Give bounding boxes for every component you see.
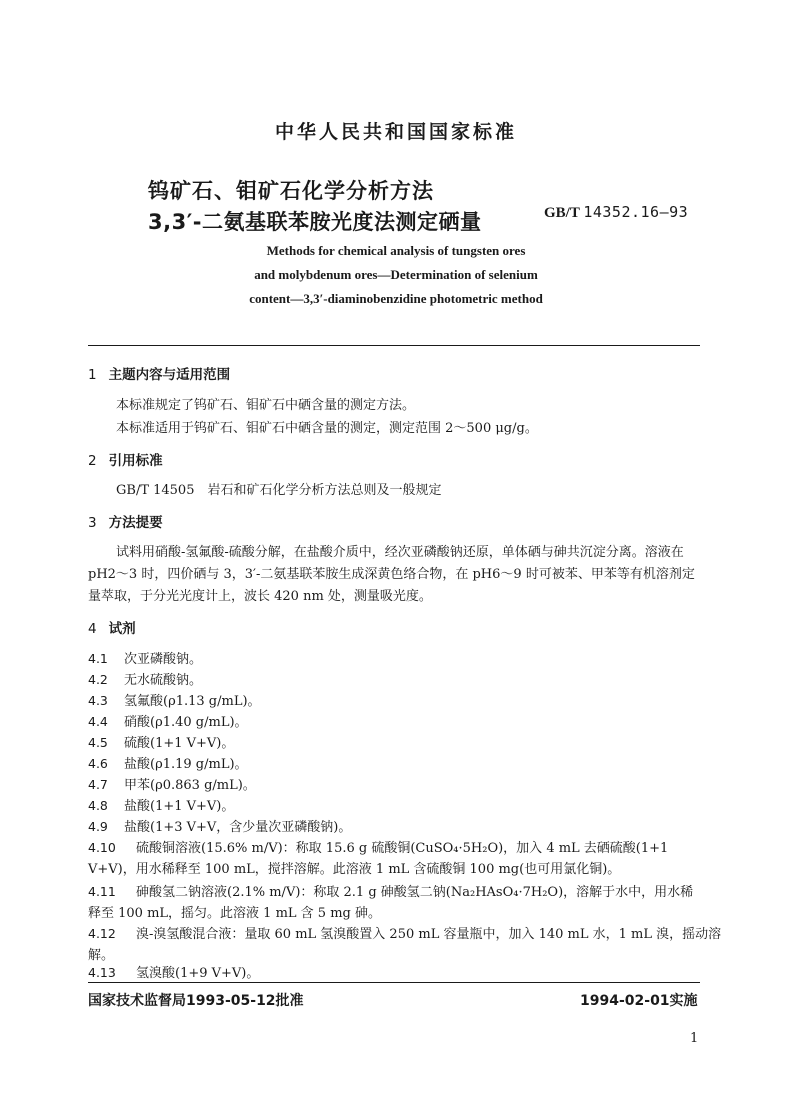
reagent-item-continuation: 释至 100 mL，摇匀。此溶液 1 mL 含 5 mg 砷。 <box>88 906 381 921</box>
implementation-date: 1994-02-01实施 <box>580 993 698 1009</box>
item-number: 4.10 <box>88 840 116 855</box>
item-number: 4.1 <box>88 651 108 666</box>
item-text: 溴-溴氢酸混合液：量取 60 mL 氢溴酸置入 250 mL 容量瓶中，加入 140 mL 水，1 mL 溴，摇动溶 <box>136 927 722 942</box>
reagent-item-continuation: 解。 <box>88 948 115 963</box>
english-title-line3: content—3,3′-diaminobenzidine photometric method <box>249 291 543 306</box>
standard-number <box>544 203 688 222</box>
item-text: 硝酸(ρ1.40 g/mL)。 <box>124 715 248 730</box>
item-number: 4.5 <box>88 735 108 750</box>
reagent-item <box>88 711 248 730</box>
footer-divider <box>88 982 700 983</box>
issuing-organization: 中华人民共和国国家标准 <box>274 121 517 143</box>
reagent-item <box>88 774 256 793</box>
reagent-item <box>88 962 259 981</box>
standard-code: 14352.16—93 <box>583 203 689 221</box>
item-text: 甲苯(ρ0.863 g/mL)。 <box>124 778 256 793</box>
section-number: 4 <box>88 621 97 637</box>
section-number: 2 <box>88 453 97 469</box>
reagent-item <box>88 669 202 688</box>
reagent-item-continuation: V+V)，用水稀释至 100 mL，搅拌溶解。此溶液 1 mL 含硫酸铜 100 mg(也可用氯化铜)。 <box>88 862 621 877</box>
reagent-item <box>88 753 248 772</box>
header-divider <box>88 345 700 346</box>
section-title: 主题内容与适用范围 <box>108 367 231 383</box>
item-text: 次亚磷酸钠。 <box>124 652 203 667</box>
english-title-line1: Methods for chemical analysis of tungsten ores <box>266 243 526 258</box>
reagent-item <box>88 881 693 900</box>
section-3-line-3: 量萃取，于分光光度计上，波长 420 nm 处，测量吸光度。 <box>88 589 432 604</box>
section-1-heading <box>88 363 230 383</box>
section-number: 3 <box>88 515 97 531</box>
section-2-heading <box>88 449 163 469</box>
document-title-line1: 钨矿石、钼矿石化学分析方法 <box>148 179 434 203</box>
section-1-para-1: 本标准规定了钨矿石、钼矿石中硒含量的测定方法。 <box>116 398 416 413</box>
item-number: 4.11 <box>88 884 116 899</box>
item-number: 4.6 <box>88 756 108 771</box>
item-text: 氢溴酸(1+9 V+V)。 <box>136 966 260 981</box>
reagent-item <box>88 923 721 942</box>
item-number: 4.8 <box>88 798 108 813</box>
item-number: 4.3 <box>88 693 108 708</box>
section-3-line-1: 试料用硝酸-氢氟酸-硫酸分解，在盐酸介质中，经次亚磷酸钠还原，单体硒与砷共沉淀分离。溶液在 <box>116 545 684 560</box>
item-text: 氢氟酸(ρ1.13 g/mL)。 <box>124 694 261 709</box>
referenced-standard: GB/T 14505 岩石和矿石化学分析方法总则及一般规定 <box>116 483 442 498</box>
item-number: 4.13 <box>88 965 116 980</box>
reagent-item <box>88 816 351 835</box>
reagent-item <box>88 732 234 751</box>
section-number: 1 <box>88 367 97 383</box>
section-title: 试剂 <box>108 621 136 637</box>
section-4-heading <box>88 617 136 637</box>
section-3-line-2: pH2～3 时，四价硒与 3，3′-二氨基联苯胺生成深黄色络合物，在 pH6～9 时可被苯、甲苯等有机溶剂定 <box>88 567 695 582</box>
item-number: 4.4 <box>88 714 108 729</box>
item-text: 硫酸(1+1 V+V)。 <box>124 736 235 751</box>
section-title: 方法提要 <box>108 515 163 531</box>
english-title-line2: and molybdenum ores—Determination of selenium <box>254 267 538 282</box>
item-text: 盐酸(ρ1.19 g/mL)。 <box>124 757 248 772</box>
item-text: 盐酸(1+1 V+V)。 <box>124 799 235 814</box>
reagent-item <box>88 795 234 814</box>
section-3-heading <box>88 511 163 531</box>
item-text: 无水硫酸钠。 <box>124 673 203 688</box>
reagent-item <box>88 648 202 667</box>
item-number: 4.2 <box>88 672 108 687</box>
item-number: 4.9 <box>88 819 108 834</box>
document-title-line2: 3,3′-二氨基联苯胺光度法测定硒量 <box>148 210 482 234</box>
section-title: 引用标准 <box>108 453 163 469</box>
section-1-para-2: 本标准适用于钨矿石、钼矿石中硒含量的测定，测定范围 2～500 μg/g。 <box>116 421 538 436</box>
item-text: 硫酸铜溶液(15.6% m/V)：称取 15.6 g 硫酸铜(CuSO₄·5H₂O)，加入 4 mL 去硒硫酸(1+1 <box>136 841 669 856</box>
item-text: 盐酸(1+3 V+V，含少量次亚磷酸钠)。 <box>124 820 352 835</box>
standard-prefix: GB/T <box>544 205 580 221</box>
item-number: 4.7 <box>88 777 108 792</box>
approval-date: 国家技术监督局1993-05-12批准 <box>88 993 304 1009</box>
item-number: 4.12 <box>88 926 116 941</box>
reagent-item <box>88 837 668 856</box>
page-number: 1 <box>690 1031 699 1046</box>
item-text: 砷酸氢二钠溶液(2.1% m/V)：称取 2.1 g 砷酸氢二钠(Na₂HAsO₄·7H₂O)，溶解于水中，用水稀 <box>136 885 694 900</box>
reagent-item <box>88 690 261 709</box>
